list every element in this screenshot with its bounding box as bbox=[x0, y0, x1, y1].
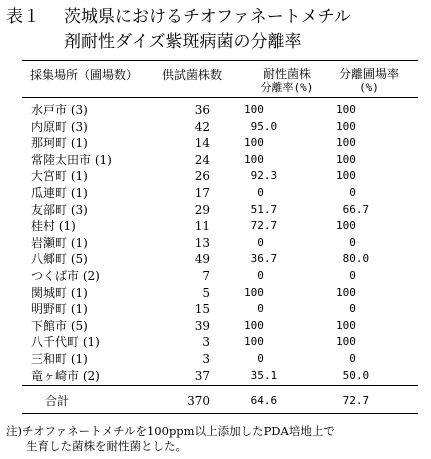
table-row bbox=[0, 152, 431, 168]
isolates-cell: 13 bbox=[194, 235, 210, 250]
table-title bbox=[6, 5, 351, 55]
header-separation-line2: (%) bbox=[359, 81, 379, 94]
location-cell: 岩瀬町 (1) bbox=[31, 235, 88, 250]
table-row bbox=[0, 318, 431, 334]
isolates-cell: 39 bbox=[194, 318, 210, 333]
resistant-rate-cell: 100 bbox=[244, 285, 264, 299]
location-cell: 水戸市 (3) bbox=[31, 103, 88, 117]
header-resistant-line1: 耐性菌株 bbox=[262, 67, 311, 81]
footnote-line-2: 生育した菌株を耐性菌とした。 bbox=[26, 439, 187, 453]
table-row bbox=[0, 368, 431, 384]
resistant-rate-cell: 0 bbox=[244, 269, 264, 282]
location-cell: 下館市 (5) bbox=[31, 318, 88, 333]
location-cell: 友部町 (3) bbox=[31, 202, 88, 217]
table-label: 表１ bbox=[6, 7, 40, 27]
isolates-cell: 37 bbox=[194, 368, 210, 383]
resistant-rate-cell: 95.0 bbox=[244, 119, 278, 133]
separation-rate-cell: 66.7 bbox=[336, 202, 370, 216]
table-row bbox=[0, 268, 431, 284]
resistant-rate-cell: 72.7 bbox=[244, 219, 278, 233]
location-cell: 常陸太田市 (1) bbox=[31, 152, 112, 167]
separation-rate-cell: 80.0 bbox=[336, 252, 370, 266]
header-location: 採集場所（圃場数） bbox=[30, 68, 139, 82]
table-row bbox=[0, 351, 431, 367]
location-cell: 八郷町 (5) bbox=[31, 252, 88, 267]
separation-rate-cell: 100 bbox=[336, 152, 356, 166]
header-separation bbox=[330, 68, 408, 94]
separation-rate-cell: 50.0 bbox=[336, 368, 370, 382]
separation-rate-cell: 100 bbox=[336, 219, 356, 233]
isolates-cell: 7 bbox=[202, 269, 210, 283]
table-row bbox=[0, 285, 431, 301]
resistant-rate-cell: 100 bbox=[244, 318, 264, 332]
isolates-cell: 11 bbox=[194, 219, 210, 234]
resistant-rate-cell: 0 bbox=[244, 302, 264, 316]
table-row bbox=[0, 168, 431, 184]
location-cell: 明野町 (1) bbox=[31, 302, 88, 317]
location-cell: 竜ヶ崎市 (2) bbox=[31, 368, 100, 383]
table-row bbox=[0, 301, 431, 317]
table-row bbox=[0, 235, 431, 251]
resistant-rate-cell: 100 bbox=[244, 136, 264, 150]
header-resistant bbox=[250, 68, 324, 94]
separation-rate-cell: 100 bbox=[336, 318, 356, 332]
table-row bbox=[0, 102, 431, 118]
table-row bbox=[0, 185, 431, 201]
isolates-cell: 3 bbox=[202, 335, 210, 350]
header-resistant-line2: 分離率(%) bbox=[260, 81, 314, 94]
location-cell: 八千代町 (1) bbox=[31, 335, 100, 350]
header-isolates: 供試菌株数 bbox=[162, 68, 223, 82]
resistant-rate-cell: 100 bbox=[244, 152, 264, 166]
isolates-cell: 36 bbox=[194, 103, 210, 117]
separation-rate-cell: 100 bbox=[336, 136, 356, 150]
resistant-rate-cell: 0 bbox=[244, 352, 264, 365]
isolates-cell: 14 bbox=[194, 136, 210, 151]
isolates-cell: 17 bbox=[194, 186, 210, 200]
location-cell: つくば市 (2) bbox=[31, 269, 100, 283]
separation-rate-cell: 0 bbox=[336, 186, 356, 199]
resistant-rate-cell: 92.3 bbox=[244, 169, 278, 183]
isolates-cell: 29 bbox=[194, 202, 210, 217]
separation-rate-cell: 0 bbox=[336, 302, 356, 316]
table-row bbox=[0, 334, 431, 350]
header-rule bbox=[22, 97, 418, 98]
footnote bbox=[6, 424, 335, 454]
isolates-cell: 3 bbox=[202, 352, 210, 366]
location-cell: 三和町 (1) bbox=[31, 352, 88, 366]
bottom-rule bbox=[22, 413, 418, 414]
location-cell: 内原町 (3) bbox=[31, 119, 88, 134]
table-row bbox=[0, 135, 431, 151]
footnote-line-1: 注)チオファネートメチルを100ppm以上添加したPDA培地上で bbox=[6, 424, 335, 438]
separation-rate-cell: 100 bbox=[336, 119, 356, 133]
separation-rate-cell: 100 bbox=[336, 103, 356, 116]
table-row bbox=[0, 218, 431, 234]
resistant-rate-cell: 0 bbox=[244, 235, 264, 249]
separation-rate-cell: 0 bbox=[336, 269, 356, 282]
total-row bbox=[0, 393, 431, 409]
isolates-cell: 26 bbox=[194, 169, 210, 184]
header-separation-line1: 分離圃場率 bbox=[338, 67, 399, 81]
table-row bbox=[0, 251, 431, 267]
location-cell: 桂村 (1) bbox=[31, 219, 76, 234]
resistant-rate-cell: 100 bbox=[244, 335, 264, 349]
location-cell: 大宮町 (1) bbox=[31, 169, 88, 184]
separation-rate-cell: 100 bbox=[336, 335, 356, 349]
location-cell: 関城町 (1) bbox=[31, 285, 88, 300]
location-cell: 那珂町 (1) bbox=[31, 136, 88, 151]
isolates-cell: 15 bbox=[194, 302, 210, 317]
separation-rate-cell: 100 bbox=[336, 285, 356, 299]
total-resistant-rate: 64.6 bbox=[244, 394, 278, 407]
resistant-rate-cell: 0 bbox=[244, 186, 264, 199]
separation-rate-cell: 100 bbox=[336, 169, 356, 183]
resistant-rate-cell: 100 bbox=[244, 103, 264, 116]
total-rule bbox=[22, 385, 418, 386]
total-isolates: 370 bbox=[187, 394, 210, 408]
total-label: 合計 bbox=[45, 394, 70, 408]
top-rule bbox=[22, 60, 418, 61]
title-line-2: 剤耐性ダイズ紫斑病菌の分離率 bbox=[64, 32, 302, 52]
title-line-1: 茨城県におけるチオファネートメチル bbox=[64, 7, 351, 27]
isolates-cell: 42 bbox=[194, 119, 210, 134]
separation-rate-cell: 0 bbox=[336, 235, 356, 249]
table-row bbox=[0, 202, 431, 218]
isolates-cell: 49 bbox=[194, 252, 210, 267]
resistant-rate-cell: 35.1 bbox=[244, 368, 278, 382]
location-cell: 瓜連町 (1) bbox=[31, 186, 88, 200]
isolates-cell: 24 bbox=[194, 152, 210, 167]
resistant-rate-cell: 51.7 bbox=[244, 202, 278, 216]
separation-rate-cell: 0 bbox=[336, 352, 356, 365]
total-separation-rate: 72.7 bbox=[336, 394, 370, 407]
resistant-rate-cell: 36.7 bbox=[244, 252, 278, 266]
isolates-cell: 5 bbox=[202, 285, 210, 300]
table-row bbox=[0, 119, 431, 135]
